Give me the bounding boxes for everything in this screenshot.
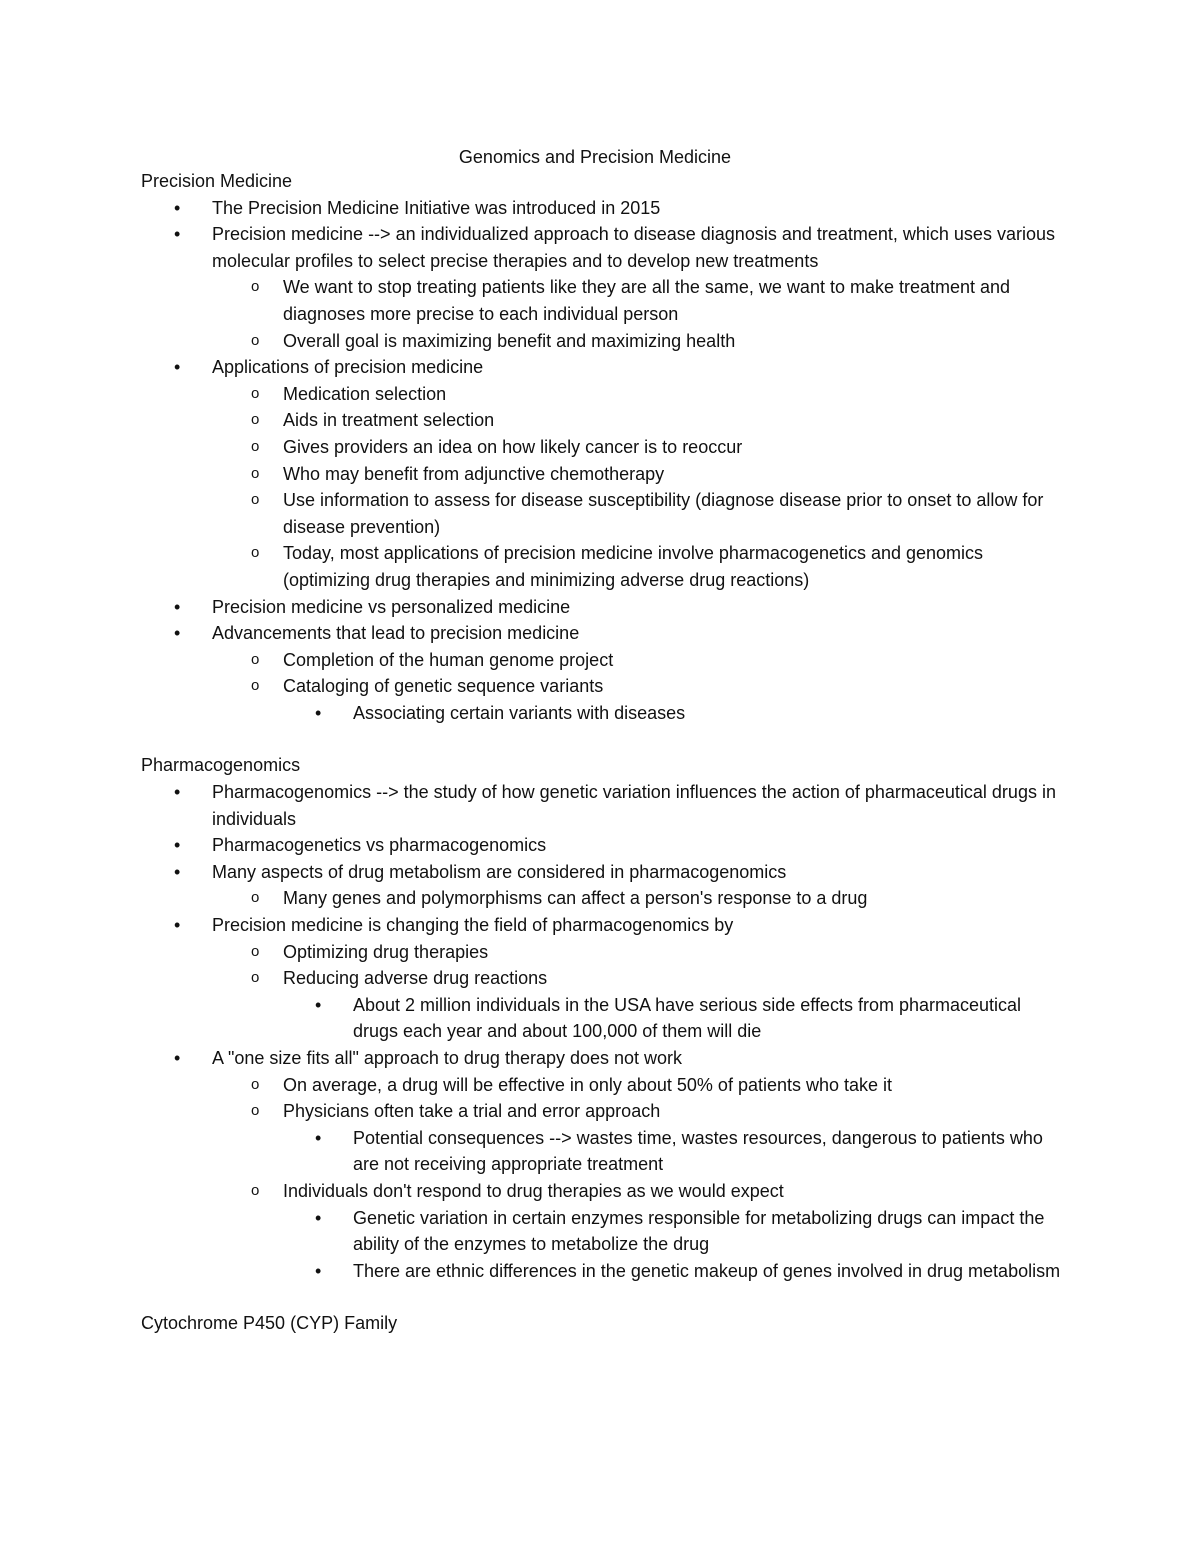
list-item	[141, 779, 1061, 832]
list-item	[141, 965, 1061, 992]
list-item	[141, 1072, 1061, 1099]
list-item	[141, 620, 1061, 647]
list-item	[141, 1205, 1061, 1258]
list-item	[141, 1045, 1061, 1072]
list-item-text: Advancements that lead to precision medicine	[212, 623, 580, 644]
list-item-text: Aids in treatment selection	[283, 410, 495, 431]
list-item-text: Applications of precision medicine	[212, 357, 484, 378]
list-item	[141, 407, 1061, 434]
list-item	[141, 434, 1061, 461]
bullet-icon: •	[174, 1048, 181, 1068]
list-item-text: Use information to assess for disease susceptibility (diagnose disease prior to onset to allow for disease prevention)	[283, 490, 1044, 537]
list-item-text: Today, most applications of precision medicine involve pharmacogenetics and genomics (optimizing drug therapies and minimizing adverse drug reactions)	[283, 543, 984, 590]
list-item-text: Precision medicine vs personalized medicine	[212, 596, 571, 617]
list-item-text: Many genes and polymorphisms can affect a person's response to a drug	[283, 888, 868, 909]
section-spacer	[141, 726, 1061, 752]
list-item	[141, 195, 1061, 222]
list-item-text: Precision medicine is changing the field of pharmacogenomics by	[212, 915, 734, 936]
section-spacer	[141, 1284, 1061, 1310]
hollow-bullet-icon: o	[251, 1075, 260, 1093]
list-item-text: About 2 million individuals in the USA have serious side effects from pharmaceutical drugs each year and about 100,000 of them will die	[353, 994, 1022, 1042]
hollow-bullet-icon: o	[251, 677, 260, 695]
list-item-text: On average, a drug will be effective in only about 50% of patients who take it	[283, 1074, 893, 1095]
list-item	[141, 859, 1061, 886]
list-item	[141, 594, 1061, 621]
hollow-bullet-icon: o	[251, 650, 260, 668]
hollow-bullet-icon: o	[251, 464, 260, 482]
hollow-bullet-icon: o	[251, 278, 260, 296]
bullet-icon: •	[315, 1260, 322, 1281]
hollow-bullet-icon: o	[251, 942, 260, 960]
bullet-icon: •	[315, 702, 322, 723]
list-item	[141, 461, 1061, 488]
list-item	[141, 354, 1061, 381]
bullet-list	[141, 779, 1061, 1284]
hollow-bullet-icon: o	[251, 544, 260, 562]
list-item-text: Pharmacogenomics --> the study of how genetic variation influences the action of pharmaceutical drugs in individuals	[212, 782, 1056, 829]
list-item-text: Gives providers an idea on how likely cancer is to reoccur	[283, 436, 743, 457]
bullet-icon: •	[315, 994, 322, 1015]
list-item	[141, 1125, 1061, 1178]
hollow-bullet-icon: o	[251, 384, 260, 402]
list-item-text: Pharmacogenetics vs pharmacogenomics	[212, 835, 547, 856]
list-item	[141, 487, 1061, 540]
list-item-text: The Precision Medicine Initiative was introduced in 2015	[212, 197, 661, 218]
list-item	[141, 885, 1061, 912]
list-item	[141, 1258, 1061, 1285]
list-item	[141, 673, 1061, 700]
section-heading: Precision Medicine	[141, 171, 293, 191]
list-item-text: Precision medicine --> an individualized approach to disease diagnosis and treatment, which uses various molecular profiles to select precise therapies and to develop new treatments	[212, 224, 1055, 271]
bullet-icon: •	[174, 224, 181, 245]
hollow-bullet-icon: o	[251, 491, 260, 509]
section-heading: Pharmacogenomics	[141, 755, 301, 776]
list-item	[141, 647, 1061, 674]
list-item-text: There are ethnic differences in the genetic makeup of genes involved in drug metabolism	[353, 1260, 1061, 1281]
bullet-icon: •	[174, 596, 181, 617]
hollow-bullet-icon: o	[251, 969, 260, 987]
bullet-icon: •	[174, 861, 181, 882]
list-item	[141, 328, 1061, 355]
list-item-text: Many aspects of drug metabolism are considered in pharmacogenomics	[212, 861, 787, 882]
list-item	[141, 540, 1061, 593]
document-title: Genomics and Precision Medicine	[458, 147, 732, 167]
bullet-icon: •	[315, 1207, 322, 1228]
list-item-text: Potential consequences --> wastes time, wastes resources, dangerous to patients who are not receiving appropriate treatment	[353, 1127, 1043, 1175]
hollow-bullet-icon: o	[251, 411, 260, 429]
bullet-icon: •	[174, 623, 181, 644]
list-item-text: Who may benefit from adjunctive chemotherapy	[283, 463, 665, 484]
document-body	[141, 168, 1061, 1337]
list-item-text: Associating certain variants with diseases	[353, 702, 686, 723]
list-item-text: Cataloging of genetic sequence variants	[283, 676, 604, 697]
hollow-bullet-icon: o	[251, 437, 260, 455]
list-item-text: Medication selection	[283, 383, 447, 404]
list-item-text: Genetic variation in certain enzymes responsible for metabolizing drugs can impact the ability of the enzymes to metabolize the drug	[353, 1207, 1045, 1255]
bullet-icon: •	[174, 782, 181, 803]
hollow-bullet-icon: o	[251, 1102, 260, 1120]
bullet-icon: •	[174, 197, 181, 218]
list-item-text: Completion of the human genome project	[283, 649, 614, 670]
hollow-bullet-icon: o	[251, 1181, 260, 1199]
list-item	[141, 992, 1061, 1045]
list-item-text: Physicians often take a trial and error approach	[283, 1101, 661, 1122]
list-item-text: Optimizing drug therapies	[283, 941, 489, 962]
bullet-icon: •	[174, 357, 181, 378]
list-item-text: A "one size fits all" approach to drug therapy does not work	[212, 1048, 683, 1068]
list-item	[141, 912, 1061, 939]
bullet-icon: •	[315, 1127, 322, 1148]
list-item-text: Individuals don't respond to drug therapies as we would expect	[283, 1180, 784, 1201]
list-item-text: We want to stop treating patients like they are all the same, we want to make treatment and diagnoses more precise to each individual person	[283, 277, 1011, 324]
list-item	[141, 939, 1061, 966]
list-item	[141, 274, 1061, 327]
hollow-bullet-icon: o	[251, 331, 260, 349]
section-heading: Cytochrome P450 (CYP) Family	[141, 1313, 398, 1334]
list-item	[141, 700, 1061, 727]
list-item-text: Overall goal is maximizing benefit and maximizing health	[283, 330, 736, 351]
bullet-icon: •	[174, 915, 181, 936]
list-item	[141, 221, 1061, 274]
list-item-text: Reducing adverse drug reactions	[283, 968, 548, 989]
list-item	[141, 832, 1061, 859]
bullet-list	[141, 195, 1061, 727]
list-item	[141, 381, 1061, 408]
bullet-icon: •	[174, 835, 181, 856]
hollow-bullet-icon: o	[251, 889, 260, 907]
list-item	[141, 1098, 1061, 1125]
list-item	[141, 1178, 1061, 1205]
